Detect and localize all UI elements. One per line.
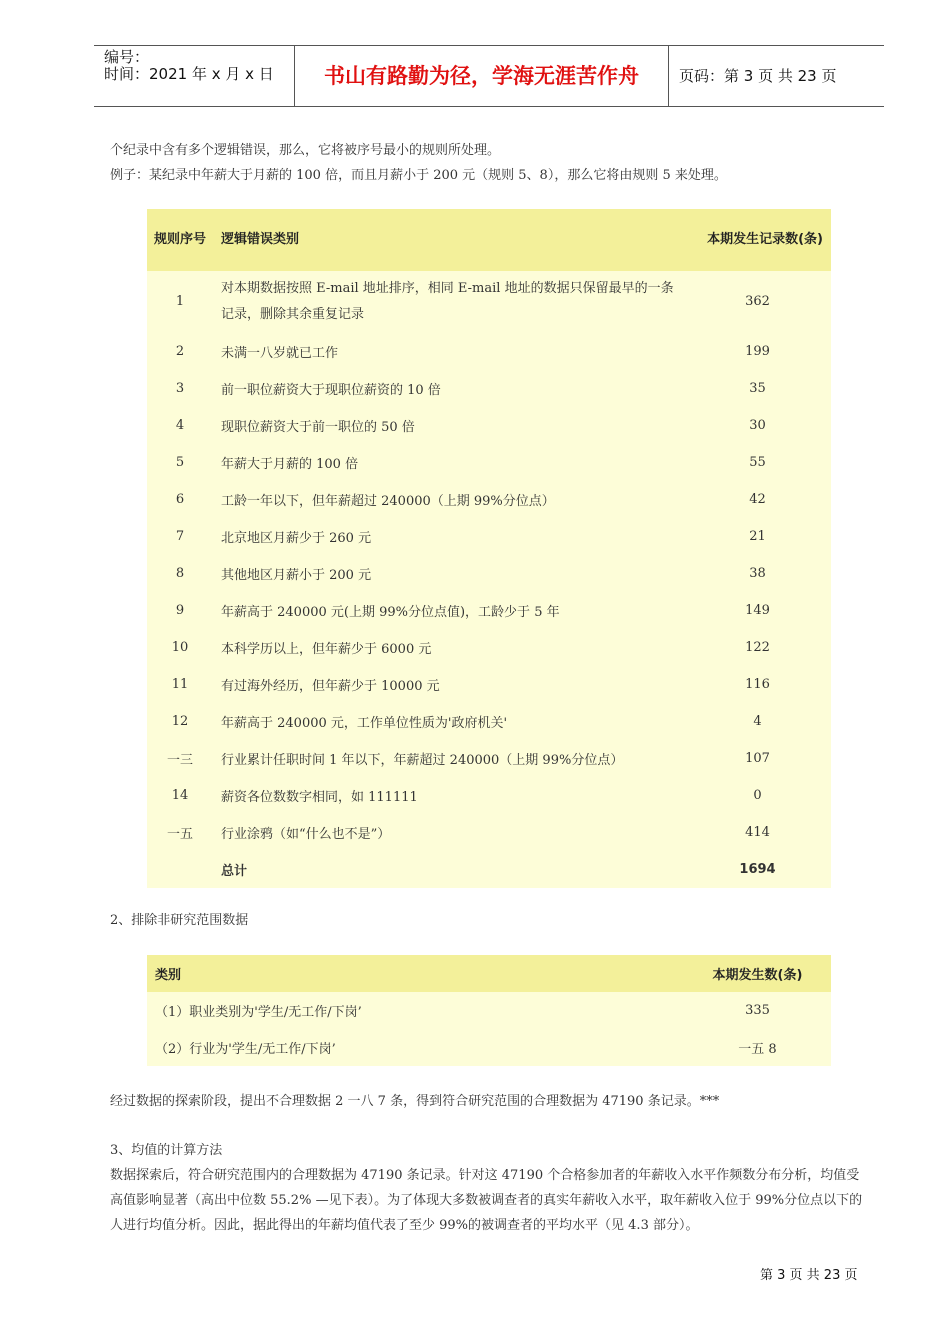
table-row xyxy=(147,992,831,1029)
category-cell: 未满一八岁就已工作 xyxy=(213,333,684,370)
category-cell: 对本期数据按照 E-mail 地址排序，相同 E-mail 地址的数据只保留最早的一条记录，删除其余重复记录 xyxy=(213,271,684,333)
table-row xyxy=(147,481,831,518)
category-cell: （2）行业为'学生/无工作/下岗’ xyxy=(147,1029,684,1066)
category-cell: 前一职位薪资大于现职位薪资的 10 倍 xyxy=(213,370,684,407)
table-row xyxy=(147,518,831,555)
rule-no-cell: 10 xyxy=(147,629,213,666)
table-row xyxy=(147,777,831,814)
rule-no-cell: 2 xyxy=(147,333,213,370)
category-cell: （1）职业类别为'学生/无工作/下岗’ xyxy=(147,992,684,1029)
category-cell: 年薪大于月薪的 100 倍 xyxy=(213,444,684,481)
category-cell: 行业累计任职时间 1 年以下，年薪超过 240000（上期 99%分位点） xyxy=(213,740,684,777)
header-meta xyxy=(94,46,295,106)
rule-no-cell: 11 xyxy=(147,666,213,703)
header-time-label: 时间：2021 年 x 月 x 日 xyxy=(104,65,274,83)
count-cell: 149 xyxy=(684,592,831,629)
table-row xyxy=(147,333,831,370)
category-cell: 其他地区月薪小于 200 元 xyxy=(213,555,684,592)
count-cell: 30 xyxy=(684,407,831,444)
col-header-count: 本期发生记录数(条) xyxy=(684,209,831,271)
category-cell: 薪资各位数数字相同，如 111111 xyxy=(213,777,684,814)
col-header-rule-no: 规则序号 xyxy=(147,209,213,271)
table-row xyxy=(147,444,831,481)
count-cell: 122 xyxy=(684,629,831,666)
count-cell: 362 xyxy=(684,271,831,333)
col-header-category: 类别 xyxy=(147,955,684,992)
total-empty-cell xyxy=(147,851,213,888)
rule-no-cell: 3 xyxy=(147,370,213,407)
header-page-info: 页码：第 3 页 共 23 页 xyxy=(679,67,837,85)
summary-text: 经过数据的探索阶段，提出不合理数据 2 一八 7 条，得到符合研究范围的合理数据为 47190 条记录。*** xyxy=(110,1094,720,1109)
table-header-row xyxy=(147,209,831,271)
rule-no-cell: 1 xyxy=(147,271,213,333)
section-2-title: 2、排除非研究范围数据 xyxy=(110,913,249,928)
count-cell: 414 xyxy=(684,814,831,851)
table-row xyxy=(147,407,831,444)
col-header-category: 逻辑错误类别 xyxy=(213,209,684,271)
exclusion-table xyxy=(147,955,831,1066)
table-total-row xyxy=(147,851,831,888)
page-header xyxy=(94,45,884,107)
section-3-title: 3、均值的计算方法 xyxy=(110,1143,223,1158)
header-number-label: 编号： xyxy=(104,48,150,66)
rule-no-cell: 4 xyxy=(147,407,213,444)
table-row xyxy=(147,271,831,333)
page-footer: 第 3 页 共 23 页 xyxy=(760,1268,858,1283)
table-row xyxy=(147,814,831,851)
table-row xyxy=(147,703,831,740)
table-row xyxy=(147,666,831,703)
count-cell: 35 xyxy=(684,370,831,407)
count-cell: 0 xyxy=(684,777,831,814)
rule-no-cell: 14 xyxy=(147,777,213,814)
rule-no-cell: 6 xyxy=(147,481,213,518)
total-value: 1694 xyxy=(684,851,831,888)
intro-line-2: 例子：某纪录中年薪大于月薪的 100 倍，而且月薪小于 200 元（规则 5、8），那么它将由规则 5 来处理。 xyxy=(110,168,727,183)
table-row xyxy=(147,629,831,666)
count-cell: 55 xyxy=(684,444,831,481)
rule-no-cell: 一五 xyxy=(147,814,213,851)
table-row xyxy=(147,555,831,592)
rule-no-cell: 7 xyxy=(147,518,213,555)
count-cell: 116 xyxy=(684,666,831,703)
category-cell: 现职位薪资大于前一职位的 50 倍 xyxy=(213,407,684,444)
table-row xyxy=(147,740,831,777)
section-3-body: 数据探索后，符合研究范围内的合理数据为 47190 条记录。针对这 47190 个合格参加者的年薪收入水平作频数分布分析，均值受高值影响显著（高出中位数 55.2% —见下表）。为了体现大多数被调查者的真实年薪收入水平，取年薪收入位于 99%分位点以下的人进行均值分析。因此，据此得出的年薪均值代表了至少 99%的被调查者的平均水平（见 4.3 部分）。 xyxy=(110,1168,863,1233)
count-cell: 42 xyxy=(684,481,831,518)
count-cell: 21 xyxy=(684,518,831,555)
category-cell: 年薪高于 240000 元，工作单位性质为'政府机关' xyxy=(213,703,684,740)
intro-line-1: 个纪录中含有多个逻辑错误，那么，它将被序号最小的规则所处理。 xyxy=(110,143,501,158)
rule-no-cell: 一三 xyxy=(147,740,213,777)
category-cell: 工龄一年以下，但年薪超过 240000（上期 99%分位点） xyxy=(213,481,684,518)
rule-no-cell: 8 xyxy=(147,555,213,592)
category-cell: 本科学历以上，但年薪少于 6000 元 xyxy=(213,629,684,666)
table-body xyxy=(147,271,831,888)
category-cell: 行业涂鸦（如“什么也不是”） xyxy=(213,814,684,851)
table-row xyxy=(147,370,831,407)
logic-error-table xyxy=(147,209,831,888)
table-row xyxy=(147,1029,831,1066)
count-cell: 4 xyxy=(684,703,831,740)
count-cell: 一五 8 xyxy=(684,1029,831,1066)
category-cell: 有过海外经历，但年薪少于 10000 元 xyxy=(213,666,684,703)
count-cell: 199 xyxy=(684,333,831,370)
total-label: 总计 xyxy=(213,851,684,888)
count-cell: 335 xyxy=(684,992,831,1029)
header-motto: 书山有路勤为径，学海无涯苦作舟 xyxy=(295,46,669,106)
table-header-row xyxy=(147,955,831,992)
category-cell: 年薪高于 240000 元(上期 99%分位点值)，工龄少于 5 年 xyxy=(213,592,684,629)
col-header-count: 本期发生数(条) xyxy=(684,955,831,992)
count-cell: 107 xyxy=(684,740,831,777)
table-body xyxy=(147,992,831,1066)
category-cell: 北京地区月薪少于 260 元 xyxy=(213,518,684,555)
rule-no-cell: 12 xyxy=(147,703,213,740)
rule-no-cell: 9 xyxy=(147,592,213,629)
table-row xyxy=(147,592,831,629)
rule-no-cell: 5 xyxy=(147,444,213,481)
count-cell: 38 xyxy=(684,555,831,592)
